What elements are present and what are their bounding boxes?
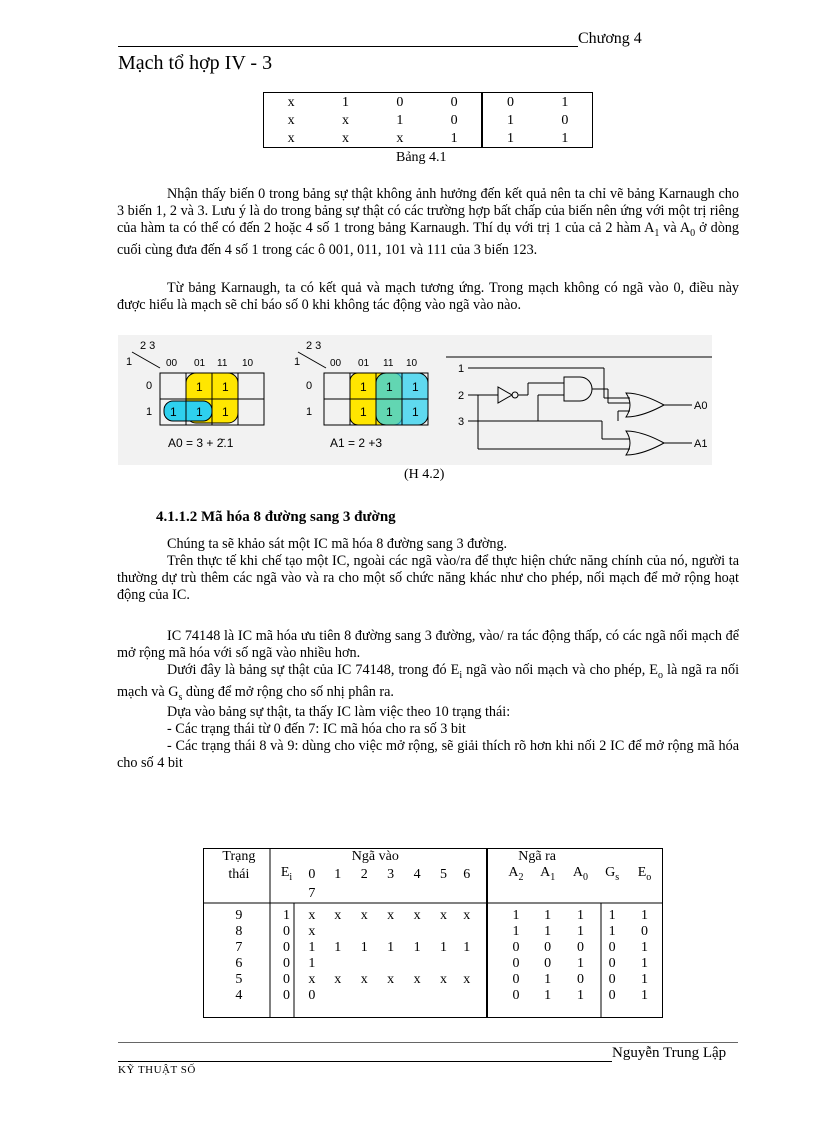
tt-cell-out: 0 (512, 971, 520, 987)
tt-cell-in: x (413, 907, 421, 923)
table-4-1-row (264, 111, 593, 129)
tt-cell-in: 0 (308, 987, 316, 1003)
kmap-a0-col1: 01 (194, 358, 206, 369)
circuit-output-a0-label: A0 (694, 400, 708, 412)
tt-head-state: Trạng (222, 849, 256, 864)
figure-svg (118, 335, 712, 465)
table-row (204, 988, 662, 1004)
kmap-a0-rowvar: 1 (126, 356, 133, 368)
tt-cell-in: x (308, 907, 316, 923)
paragraph-8 (117, 721, 747, 738)
tt-blank (564, 886, 598, 902)
tt-cell-spacer (477, 940, 500, 956)
table-4-1-cell: 1 (538, 129, 593, 148)
tt-cell-gs: 1 (608, 907, 616, 923)
tt-head-gs-sub: s (615, 871, 620, 883)
tt-cell-gs: 0 (608, 955, 616, 971)
tt-cell-ei: 0 (282, 955, 290, 971)
subsection-heading: 4.1.1.2 Mã hóa 8 đường sang 3 đường (156, 509, 396, 525)
tt-cell-in (430, 956, 456, 972)
tt-cell-in: x (334, 971, 342, 987)
tt-head-a1-base: A (540, 865, 551, 880)
tt-cell-eo: 0 (640, 923, 648, 939)
kmap-a1-col2: 11 (383, 358, 394, 369)
tt-cell-in: 1 (360, 939, 368, 955)
p6a-text: Dưới đây là bảng sự thật của IC 74148, trong đó E (167, 662, 460, 678)
table-4-1-cell: 1 (396, 112, 404, 128)
tt-head-spacer (477, 865, 500, 886)
tt-cell-eo: 1 (640, 907, 648, 923)
table-row (204, 908, 662, 924)
tt-cell-in: x (360, 907, 368, 923)
tt-cell-state: 8 (235, 923, 243, 939)
tt-cell-state: 7 (235, 939, 243, 955)
kmap-a0-col3: 10 (242, 358, 254, 369)
table-4-1-cell: 0 (482, 93, 537, 112)
tt-cell-out: 0 (544, 955, 552, 971)
tt-head-in-2: 2 (360, 867, 368, 883)
tt-head-eo-sub: o (646, 871, 652, 883)
tt-cell-in (404, 956, 430, 972)
tt-cell-spacer (477, 956, 500, 972)
tt-head-a1 (532, 865, 564, 886)
tt-cell-in (377, 988, 403, 1004)
tt-cell-ei: 0 (282, 971, 290, 987)
tt-cell-in (351, 924, 377, 940)
kmap-a0 (126, 340, 264, 450)
tt-cell-in: x (440, 971, 448, 987)
tt-cell-in: x (334, 907, 342, 923)
tt-cell-out: 1 (544, 971, 552, 987)
tt-head-in-4: 4 (413, 867, 421, 883)
kmap-a1 (294, 340, 428, 450)
tt-head-a1-sub: 1 (550, 871, 556, 883)
table-4-1-cell: 0 (373, 93, 427, 112)
kmap-a1-expression: A1 = 2 +3 (330, 436, 383, 450)
tt-head-ei-sub: i (289, 871, 293, 883)
chapter-label: Chương 4 (578, 30, 642, 47)
footer-rule-1 (118, 1042, 738, 1043)
tt-head-in-0: 0 (308, 867, 316, 883)
tt-cell-out: 0 (576, 939, 584, 955)
tt-cell-spacer (477, 972, 500, 988)
table-4-1-cell: 0 (538, 111, 593, 129)
kmap-a0-row0: 0 (146, 380, 153, 392)
tt-cell-out: 1 (576, 923, 584, 939)
circuit-input-2-label: 2 (458, 390, 465, 402)
logic-circuit (446, 357, 712, 455)
not-gate (498, 387, 512, 403)
paragraph-3 (117, 536, 747, 553)
tt-cell-ei: 0 (282, 939, 290, 955)
circuit-output-a1-label: A1 (694, 438, 708, 450)
tt-cell-out: 1 (544, 987, 552, 1003)
tt-cell-gs: 0 (608, 971, 616, 987)
table-4-1-cell: x (264, 129, 319, 148)
tt-head-inputs: Ngã vào (351, 849, 399, 864)
circuit-labels (458, 363, 707, 450)
tt-blank (627, 886, 662, 902)
tt-cell-in: x (440, 907, 448, 923)
tt-head-outputs: Ngã ra (518, 849, 556, 864)
tt-cell-eo: 1 (640, 971, 648, 987)
table-4-1-row (264, 129, 593, 148)
kmap-a1-diag (298, 352, 326, 368)
table-4-1-cell: 0 (427, 93, 482, 112)
tt-cell-in (325, 924, 351, 940)
kmap-a0-cell-01-1: 1 (196, 405, 203, 419)
kmap-a0-expression: A0 = 3 + 2̄.1 (168, 436, 234, 450)
kmap-a0-cell-11-0: 1 (222, 380, 229, 394)
tt-cell-out: 1 (576, 955, 584, 971)
tt-cell-ei: 0 (282, 923, 290, 939)
table-4-1-cell: 1 (482, 129, 537, 148)
book-title: KỸ THUẬT SỐ (118, 1064, 196, 1076)
tt-cell-in: 1 (440, 939, 448, 955)
tt-cell-out: 0 (576, 971, 584, 987)
tt-cell-in (404, 924, 430, 940)
tt-cell-in (325, 988, 351, 1004)
table-4-1-caption: Bảng 4.1 (396, 150, 447, 165)
tt-blank (274, 886, 299, 902)
circuit-input-3-label: 3 (458, 416, 465, 428)
tt-blank (377, 886, 403, 902)
table-4-1-row (264, 93, 593, 112)
p1-text: Nhận thấy biến 0 trong bảng sự thật không ảnh hưởng đến kết quả nên ta chỉ vẽ bảng Karnaugh cho 3 biến 1, 2 và 3. Lưu ý là do trong bảng sự thật có các trường hợp bất chấp của biến nên ứng với một trị riêng của hàm ta có thể có đến 2 hoặc 4 số 1 trong bảng Karnaugh. Thí dụ với trị 1 của cả 2 hàm A (117, 186, 739, 236)
tt-cell-out: 1 (544, 923, 552, 939)
table-4-1-cell: 1 (427, 129, 482, 148)
table-4-1 (263, 92, 593, 148)
kmap-a1-col1: 01 (358, 358, 370, 369)
kmap-a1-cell-10-1: 1 (412, 405, 419, 419)
tt-blank (404, 886, 430, 902)
kmap-a0-cell-00-1: 1 (170, 405, 177, 419)
p6b-text: ngã vào nối mạch và cho phép, E (462, 662, 658, 678)
kmap-a1-rowvar: 1 (294, 356, 301, 368)
tt-cell-in: x (463, 907, 471, 923)
tt-cell-in: 1 (308, 955, 316, 971)
tt-cell-in: x (308, 971, 316, 987)
kmap-a0-cell-01-0: 1 (196, 380, 203, 394)
tt-cell-spacer (477, 924, 500, 940)
table-4-1-cell: 1 (506, 112, 514, 128)
tt-head-a0-sub: 0 (583, 871, 589, 883)
table-row (204, 924, 662, 940)
kmap-a0-col2: 11 (217, 358, 228, 369)
kmap-a1-cell-11-0: 1 (386, 380, 393, 394)
tt-cell-eo: 1 (640, 955, 648, 971)
table-4-1-cell: x (373, 129, 427, 148)
tt-head-ei-base: E (280, 865, 290, 880)
paragraph-5 (117, 628, 739, 662)
tt-cell-out: 1 (512, 907, 520, 923)
author-name: Nguyễn Trung Lập (612, 1045, 727, 1061)
table-row (204, 956, 662, 972)
tt-cell-eo: 1 (640, 987, 648, 1003)
or-gate-a0 (626, 393, 664, 417)
tt-cell-out: 0 (512, 939, 520, 955)
tt-cell-spacer (477, 988, 500, 1004)
tt-cell-in (404, 988, 430, 1004)
kmap-a0-colvar: 2 3 (140, 340, 156, 352)
p5-text: IC 74148 là IC mã hóa ưu tiên 8 đường sang 3 đường, vào/ ra tác động thấp, có các ngã nối mạch để mở rộng mã hóa với số ngã vào nhiều hơn. (117, 628, 739, 661)
tt-cell-in (430, 988, 456, 1004)
tt-head-thai: thái (228, 867, 250, 883)
tt-head-a0 (564, 865, 598, 886)
tt-head-a2 (500, 865, 532, 886)
tt-head-eo-base: E (637, 865, 647, 880)
tt-cell-in: 1 (463, 939, 471, 955)
tt-cell-in: x (413, 971, 421, 987)
tt-cell-state: 6 (235, 955, 243, 971)
p3-text: Chúng ta sẽ khảo sát một IC mã hóa 8 đường sang 3 đường. (167, 536, 508, 552)
footer-rule-2 (118, 1061, 612, 1062)
tt-head-ei (274, 865, 299, 886)
tt-header-row-2 (204, 865, 662, 886)
p2-text: Từ bảng Karnaugh, ta có kết quả và mạch tương ứng. Trong mạch không có ngã vào 0, điều này được hiểu là mạch sẽ chỉ báo số 0 khi không tác động vào ngã vào nào. (117, 280, 739, 313)
tt-cell-ei: 1 (282, 907, 290, 923)
tt-head-in-6: 6 (463, 867, 471, 883)
tt-head-eo (627, 865, 662, 886)
section-title: Mạch tổ hợp IV - 3 (118, 52, 273, 74)
p1-sub1: 1 (654, 227, 660, 239)
tt-cell-in (351, 956, 377, 972)
tt-head-in-3: 3 (387, 867, 395, 883)
tt-cell-out: 1 (512, 923, 520, 939)
or-gate-a1 (626, 431, 664, 455)
table-row (204, 940, 662, 956)
tt-cell-in: x (360, 971, 368, 987)
p8-text: - Các trạng thái từ 0 đến 7: IC mã hóa cho ra số 3 bit (167, 721, 466, 737)
tt-cell-in (457, 988, 477, 1004)
p6d-text: dùng để mở rộng cho số nhị phân ra. (182, 683, 394, 700)
tt-cell-out: 1 (576, 907, 584, 923)
tt-head-in-1: 1 (334, 867, 342, 883)
tt-head-a0-base: A (572, 865, 584, 880)
paragraph-7 (117, 704, 747, 721)
kmap-a1-cell-01-0: 1 (360, 380, 367, 394)
tt-head-blank (597, 849, 627, 865)
kmap-a1-colvar: 2 3 (306, 340, 322, 352)
tt-cell-in (377, 924, 403, 940)
tt-cell-in (457, 956, 477, 972)
paragraph-2 (117, 280, 739, 314)
tt-cell-in: 1 (334, 939, 342, 955)
kmap-a0-diag (132, 352, 160, 368)
tt-blank (597, 886, 627, 902)
figure-h4-2 (118, 335, 712, 465)
tt-cell-eo: 1 (640, 939, 648, 955)
p7-text: Dựa vào bảng sự thật, ta thấy IC làm việc theo 10 trạng thái: (167, 704, 511, 720)
kmap-a1-row1: 1 (306, 406, 313, 418)
p6-sub-i: i (459, 669, 463, 681)
table-4-1-cell: x (264, 111, 319, 129)
tt-header-row-3 (204, 886, 662, 902)
tt-cell-gs: 0 (608, 939, 616, 955)
tt-blank (500, 886, 532, 902)
table-row (204, 972, 662, 988)
truth-table-grid (204, 849, 662, 1004)
tt-cell-in (430, 924, 456, 940)
tt-cell-ei: 0 (282, 987, 290, 1003)
tt-blank (351, 886, 377, 902)
tt-cell-out: 0 (512, 987, 520, 1003)
kmap-a1-row0: 0 (306, 380, 313, 392)
tt-cell-in: 1 (387, 939, 395, 955)
tt-cell-in: x (387, 971, 395, 987)
tt-header-row-1 (204, 849, 662, 865)
circuit-input-1-label: 1 (458, 363, 465, 375)
figure-caption: (H 4.2) (404, 467, 445, 482)
kmap-a0-row1: 1 (146, 406, 153, 418)
tt-cell-in: x (463, 971, 471, 987)
tt-cell-in: x (387, 907, 395, 923)
tt-cell-state: 4 (235, 987, 243, 1003)
table-4-1-cell: x (341, 112, 349, 128)
kmap-a1-cell-01-1: 1 (360, 405, 367, 419)
p6c-text: là ngã ra nối mạch và G (117, 662, 740, 700)
kmap-a1-col3: 10 (406, 358, 418, 369)
and-gate (564, 377, 592, 401)
tt-cell-spacer (477, 908, 500, 924)
tt-head-a2-sub: 2 (518, 871, 524, 883)
header-rule (118, 46, 578, 47)
tt-cell-in (351, 988, 377, 1004)
paragraph-1 (117, 186, 739, 259)
p1-end: ở dòng cuối cùng đưa đến 4 số 1 trong các ô 001, 011, 101 và 111 của 3 biến 123. (117, 220, 739, 258)
tt-cell-in (325, 956, 351, 972)
tt-head-blank (627, 849, 662, 865)
tt-cell-gs: 1 (608, 923, 616, 939)
tt-head-gs-base: G (605, 865, 616, 880)
table-4-1-cell: x (318, 129, 372, 148)
kmap-a0-cell-11-1: 1 (222, 405, 229, 419)
table-4-1-cell: 1 (318, 93, 372, 112)
table-4-1-cell: x (264, 93, 319, 112)
tt-cell-state: 9 (235, 907, 243, 923)
tt-blank (457, 886, 477, 902)
tt-cell-state: 5 (235, 971, 243, 987)
tt-blank (477, 886, 500, 902)
table-4-1-cell: 0 (427, 111, 482, 129)
kmap-a1-col0: 00 (330, 358, 342, 369)
truth-table-74148 (203, 848, 663, 1018)
paragraph-4 (117, 553, 739, 604)
paragraph-9 (117, 738, 739, 772)
kmap-a1-cell-10-0: 1 (412, 380, 419, 394)
tt-head-a2-base: A (508, 865, 519, 880)
tt-head-gs (597, 865, 627, 886)
p6-sub-o: o (657, 669, 663, 681)
tt-blank (204, 886, 274, 902)
tt-cell-in (457, 924, 477, 940)
kmap-a1-cell-11-1: 1 (386, 405, 393, 419)
tt-cell-out: 0 (544, 939, 552, 955)
tt-head-in-5: 5 (440, 867, 448, 883)
table-4-1-cell: 1 (538, 93, 593, 112)
tt-cell-in: 1 (308, 939, 316, 955)
tt-cell-out: 1 (544, 907, 552, 923)
tt-cell-in (377, 956, 403, 972)
p1-mid: và A (659, 220, 691, 236)
p1-sub0: 0 (690, 227, 696, 239)
tt-cell-gs: 0 (608, 987, 616, 1003)
p6-sub-s: s (178, 691, 183, 703)
tt-blank (325, 886, 351, 902)
tt-cell-out: 1 (576, 987, 584, 1003)
tt-cell-in: x (308, 923, 316, 939)
tt-head-in-7: 7 (308, 885, 316, 901)
kmap-a0-col0: 00 (166, 358, 178, 369)
tt-cell-out: 0 (512, 955, 520, 971)
tt-cell-in: 1 (413, 939, 421, 955)
p9-text: - Các trạng thái 8 và 9: dùng cho việc mở rộng, sẽ giải thích rõ hơn khi nối 2 IC để mở rộng mã hóa cho số 4 bit (117, 738, 739, 771)
p4-text: Trên thực tế khi chế tạo một IC, ngoài các ngã vào/ra để thực hiện chức năng chính của nó, người ta thường dự trù thêm các ngã vào và ra cho một số chức năng khác như cho phép, nối mạch để mở rộng hoạt động của IC. (117, 553, 739, 603)
paragraph-6 (117, 662, 739, 706)
tt-blank (532, 886, 564, 902)
tt-blank (430, 886, 456, 902)
